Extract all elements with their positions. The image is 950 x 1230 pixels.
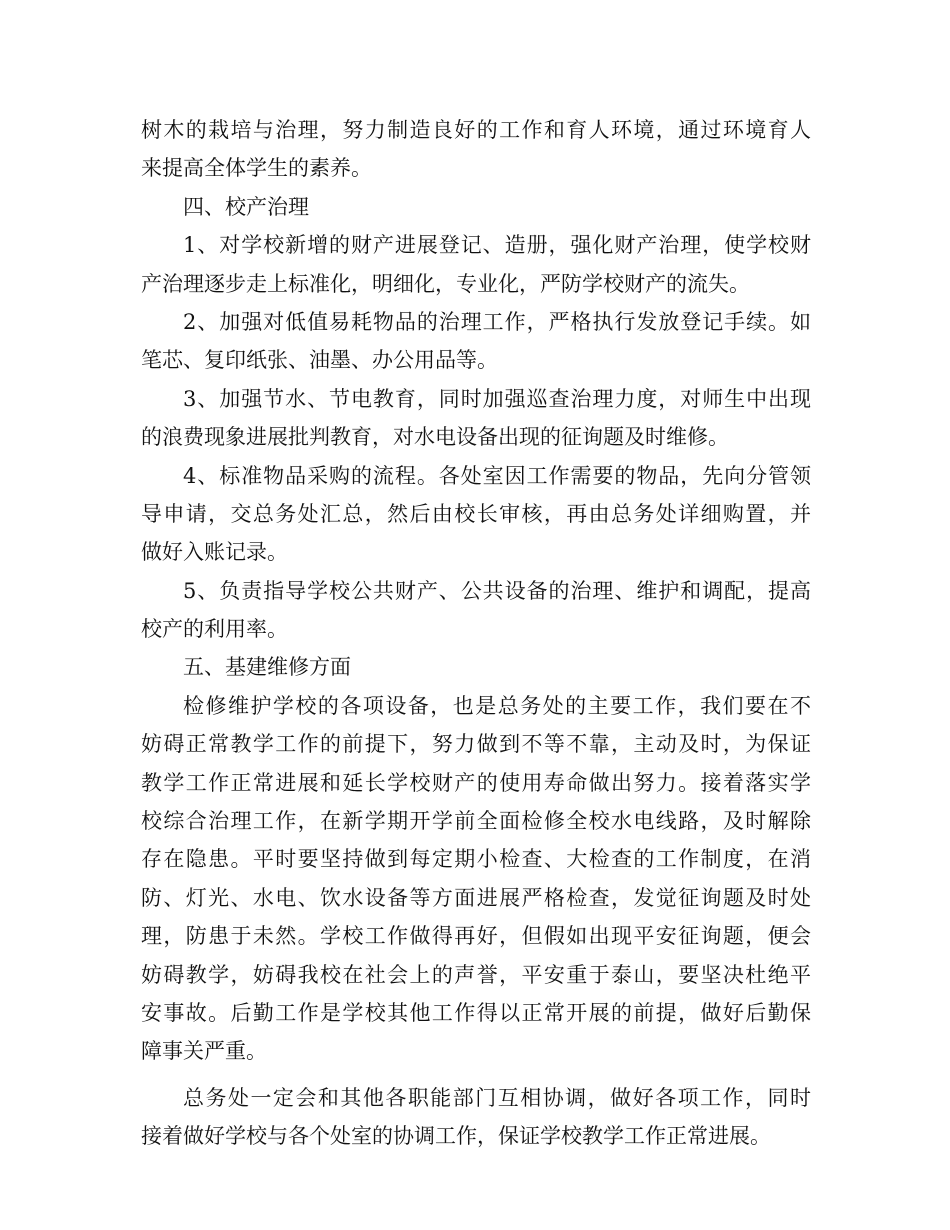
text-line: 接着做好学校与各个处室的协调工作，保证学校教学工作正常进展。 xyxy=(141,1124,771,1149)
text-line: 导申请，交总务处汇总，然后由校长审核，再由总务处详细购置，并 xyxy=(141,501,811,526)
document-body xyxy=(141,111,811,1156)
text-line: 树木的栽培与治理，努力制造良好的工作和育人环境，通过环境育人 xyxy=(141,118,811,142)
text-line: 校产的利用率。 xyxy=(141,617,288,642)
text-line: 5、负责指导学校公共财产、公共设备的治理、维护和调配，提高 xyxy=(183,578,811,603)
text-line: 4、标准物品采购的流程。各处室因工作需要的物品，先向分管领 xyxy=(183,463,811,488)
text-line: 产治理逐步走上标准化，明细化，专业化，严防学校财产的流失。 xyxy=(141,271,750,296)
text-line: 2、加强对低值易耗物品的治理工作，严格执行发放登记手续。如 xyxy=(183,309,811,334)
text-line: 3、加强节水、节电教育，同时加强巡查治理力度，对师生中出现 xyxy=(183,386,811,411)
text-line: 教学工作正常进展和延长学校财产的使用寿命做出努力。接着落实学 xyxy=(141,770,811,795)
text-line: 检修维护学校的各项设备，也是总务处的主要工作，我们要在不 xyxy=(183,693,811,718)
text-line: 1、对学校新增的财产进展登记、造册，强化财产治理，使学校财 xyxy=(183,233,811,258)
paragraph-gap xyxy=(141,1071,811,1079)
text-line: 理，防患于未然。学校工作做得再好，但假如出现平安征询题，便会 xyxy=(141,924,811,949)
text-line: 安事故。后勤工作是学校其他工作得以正常开展的前提，做好后勤保 xyxy=(141,1000,811,1025)
text-line: 总务处一定会和其他各职能部门互相协调，做好各项工作，同时 xyxy=(183,1085,811,1110)
text-line: 五、基建维修方面 xyxy=(183,655,351,680)
text-line: 妨碍正常教学工作的前提下，努力做到不等不靠，主动及时，为保证 xyxy=(141,732,811,757)
text-line: 笔芯、复印纸张、油墨、办公用品等。 xyxy=(141,348,498,373)
text-line: 来提高全体学生的素养。 xyxy=(141,156,372,181)
text-line: 妨碍教学，妨碍我校在社会上的声誉，平安重于泰山，要坚决杜绝平 xyxy=(141,962,811,987)
text-line: 校综合治理工作，在新学期开学前全面检修全校水电线路，及时解除 xyxy=(141,809,811,834)
text-line: 的浪费现象进展批判教育，对水电设备出现的征询题及时维修。 xyxy=(141,425,729,450)
text-line: 做好入账记录。 xyxy=(141,540,288,565)
text-line: 防、灯光、水电、饮水设备等方面进展严格检查，发觉征询题及时处 xyxy=(141,885,811,910)
text-line: 障事关严重。 xyxy=(141,1039,267,1064)
text-line: 存在隐患。平时要坚持做到每定期小检查、大检查的工作制度，在消 xyxy=(141,847,811,872)
text-line: 四、校产治理 xyxy=(183,194,309,219)
